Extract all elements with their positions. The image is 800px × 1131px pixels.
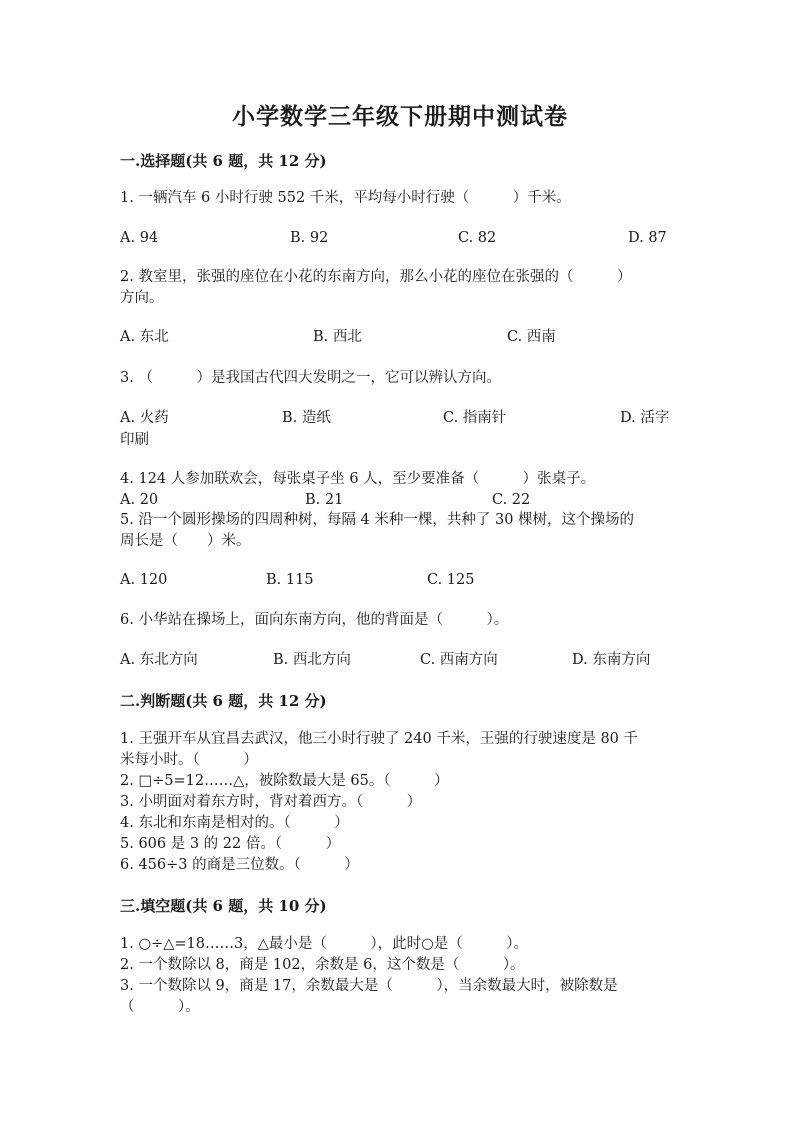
- q3-option-b: B. 造纸: [282, 410, 331, 426]
- section-heading-fill-blank: 三.填空题(共 6 题，共 10 分): [120, 897, 327, 915]
- q2-option-b: B. 西北: [313, 329, 362, 345]
- section-heading-true-false: 二.判断题(共 6 题，共 12 分): [120, 692, 327, 710]
- question-6-text: 6. 小华站在操场上，面向东南方向，他的背面是（ ）。: [120, 612, 509, 628]
- fill-line-1: 1. ○÷△=18……3，△最小是（ ），此时○是（ ）。: [120, 936, 529, 952]
- tf-line-3: 2. □÷5=12……△，被除数最大是 65。（ ）: [120, 773, 449, 789]
- tf-line-5: 4. 东北和东南是相对的。（ ）: [120, 815, 349, 831]
- question-2-text-line2: 方向。: [120, 290, 164, 306]
- q1-option-c: C. 82: [458, 230, 497, 246]
- q1-option-d: D. 87: [628, 230, 667, 246]
- tf-line-6: 5. 606 是 3 的 22 倍。（ ）: [120, 836, 341, 852]
- page-title: 小学数学三年级下册期中测试卷: [232, 103, 568, 130]
- q1-option-a: A. 94: [120, 230, 159, 246]
- q5-option-a: A. 120: [120, 572, 168, 588]
- q2-option-a: A. 东北: [120, 329, 169, 345]
- q4-option-b: B. 21: [305, 492, 344, 508]
- q5-option-b: B. 115: [266, 572, 314, 588]
- fill-line-2: 2. 一个数除以 8，商是 102，余数是 6，这个数是（ ）。: [120, 957, 525, 973]
- q1-option-b: B. 92: [290, 230, 329, 246]
- q6-option-b: B. 西北方向: [273, 652, 351, 668]
- question-4-text: 4. 124 人参加联欢会，每张桌子坐 6 人，至少要准备（ ）张桌子。: [120, 471, 596, 487]
- question-5-text-line2: 周长是（ ）米。: [120, 533, 251, 549]
- fill-line-3: 3. 一个数除以 9，商是 17，余数最大是（ ），当余数最大时，被除数是: [120, 978, 618, 994]
- section-heading-choice: 一.选择题(共 6 题，共 12 分): [120, 152, 327, 170]
- tf-line-7: 6. 456÷3 的商是三位数。（ ）: [120, 857, 359, 873]
- q3-option-d: D. 活字: [620, 410, 670, 426]
- tf-line-4: 3. 小明面对着东方时，背对着西方。（ ）: [120, 794, 422, 810]
- question-1-text: 1. 一辆汽车 6 小时行驶 552 千米，平均每小时行驶（ ）千米。: [120, 190, 571, 206]
- q3-option-a: A. 火药: [120, 410, 169, 426]
- tf-line-2: 米每小时。（ ）: [120, 752, 258, 768]
- q3-option-c: C. 指南针: [443, 410, 507, 426]
- q6-option-a: A. 东北方向: [120, 652, 198, 668]
- q3-option-d-continued: 印刷: [120, 432, 149, 448]
- question-5-text-line1: 5. 沿一个圆形操场的四周种树，每隔 4 米种一棵，共种了 30 棵树，这个操场的: [120, 512, 635, 528]
- q6-option-c: C. 西南方向: [420, 652, 498, 668]
- q6-option-d: D. 东南方向: [572, 652, 651, 668]
- q5-option-c: C. 125: [427, 572, 475, 588]
- fill-line-4: （ ）。: [120, 999, 200, 1015]
- tf-line-1: 1. 王强开车从宜昌去武汉，他三小时行驶了 240 千米，王强的行驶速度是 80 千: [120, 731, 639, 747]
- q2-option-c: C. 西南: [507, 329, 556, 345]
- question-3-text: 3. （ ）是我国古代四大发明之一，它可以辨认方向。: [120, 370, 501, 386]
- q4-option-c: C. 22: [492, 492, 531, 508]
- question-2-text-line1: 2. 教室里，张强的座位在小花的东南方向，那么小花的座位在张强的（ ）: [120, 269, 632, 285]
- q4-option-a: A. 20: [120, 492, 159, 508]
